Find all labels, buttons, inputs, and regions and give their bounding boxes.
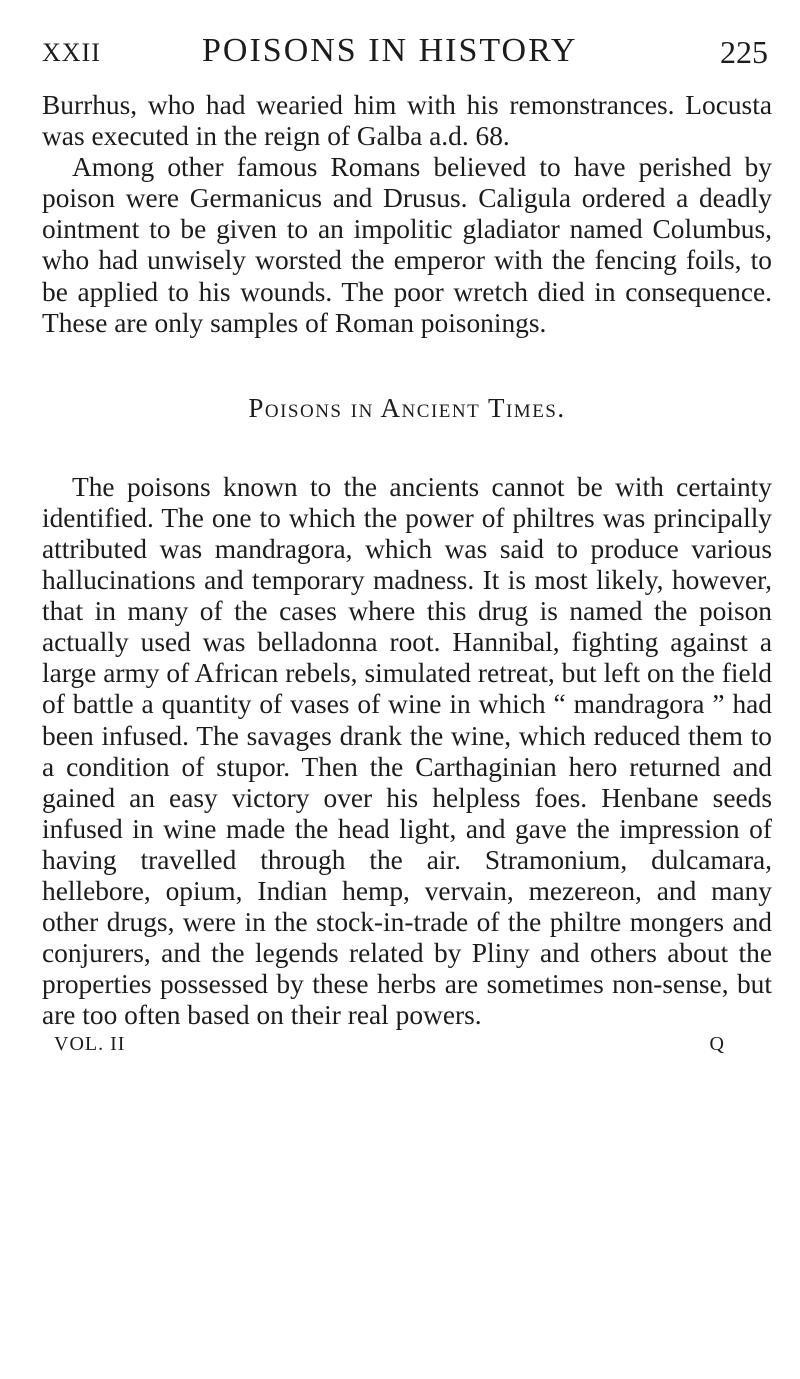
chapter-number: XXII <box>42 38 101 67</box>
page-header <box>42 30 772 90</box>
running-title: POISONS IN HISTORY <box>202 32 578 69</box>
paragraph-continuation: Burrhus, who had wearied him with his remonstrances. Locusta was executed in the reign of Galba a.d. 68. <box>42 90 772 152</box>
signature-mark: Q <box>709 1033 724 1056</box>
book-page <box>42 30 772 1063</box>
page-footer <box>42 1033 772 1063</box>
paragraph-roman-poisonings: Among other famous Romans believed to have perished by poison were Germanicus and Drusus. Caligula ordered a deadly ointment to be given to an impolitic gladiator named Columbus, who had unwisely worsted the emperor with the fencing foils, to be applied to his wounds. The poor wretch died in consequence. These are only samples of Roman poisonings. <box>42 152 772 338</box>
volume-label: VOL. II <box>54 1033 126 1056</box>
page-number: 225 <box>720 34 768 70</box>
section-heading: Poisons in Ancient Times. <box>248 392 566 423</box>
paragraph-ancient-poisons: The poisons known to the ancients cannot be with certainty identified. The one to which the power of philtres was principally attributed was mandragora, which was said to produce various hallucinations and temporary madness. It is most likely, however, that in many of the cases where this drug is named the poison actually used was belladonna root. Hannibal, fighting against a large army of African rebels, simulated retreat, but left on the field of battle a quantity of vases of wine in which “ mandragora ” had been infused. The savages drank the wine, which reduced them to a condition of stupor. Then the Carthaginian hero returned and gained an easy victory over his helpless foes. Henbane seeds infused in wine made the head light, and gave the impression of having travelled through the air. Stramonium, dulcamara, hellebore, opium, Indian hemp, vervain, mezereon, and many other drugs, were in the stock-in-trade of the philtre mongers and conjurers, and the legends related by Pliny and others about the properties possessed by these herbs are sometimes non-sense, but are too often based on their real powers. <box>42 471 772 1031</box>
